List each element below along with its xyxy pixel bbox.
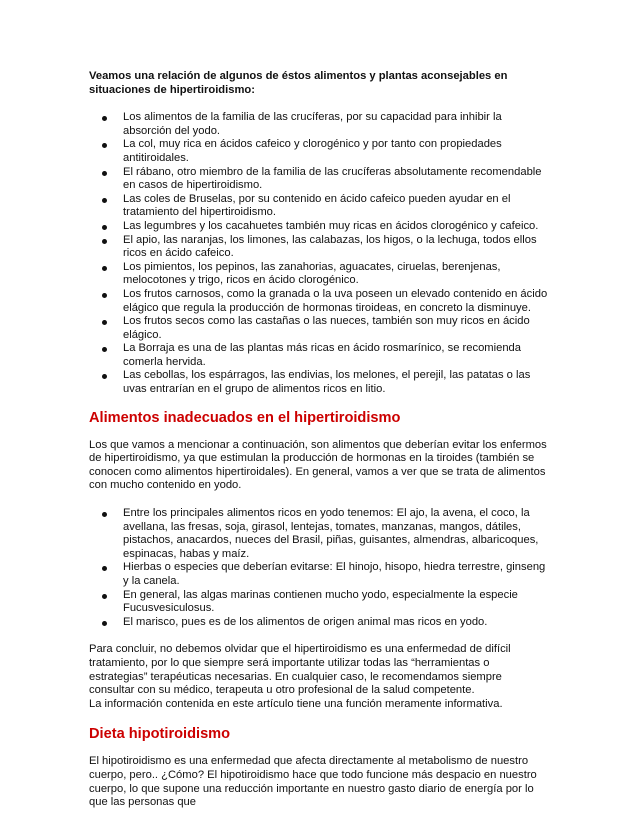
- bullet-icon: [102, 347, 107, 352]
- list-item-text: Los alimentos de la familia de las crucíferas, por su capacidad para inhibir la absorción del yodo.: [123, 111, 502, 137]
- bullet-icon: [102, 239, 107, 244]
- list-item-text: La col, muy rica en ácidos cafeico y clorogénico y por tanto con propiedades antitiroidales.: [123, 138, 502, 164]
- bullet-icon: [102, 225, 107, 230]
- list-item-text: El marisco, pues es de los alimentos de origen animal mas ricos en yodo.: [123, 615, 488, 628]
- intro-paragraph: Veamos una relación de algunos de éstos alimentos y plantas aconsejables en situaciones de hipertiroidismo:: [89, 70, 508, 96]
- list-item: [89, 138, 549, 165]
- list-item-text: Los pimientos, los pepinos, las zanahorias, aguacates, ciruelas, berenjenas, melocotones y trigo, ricos en ácido clorogénico.: [123, 260, 501, 287]
- list-item: [89, 589, 549, 616]
- bullet-icon: [102, 293, 107, 298]
- list-item: [89, 261, 549, 288]
- bullet-icon: [102, 374, 107, 379]
- list-item-text: El rábano, otro miembro de la familia de las crucíferas absolutamente recomendable en casos de hipertiroidismo.: [123, 165, 542, 192]
- list-item-text: Las coles de Bruselas, por su contenido en ácido cafeico pueden ayudar en el tratamiento del hipertiroidismo.: [123, 192, 511, 219]
- list-item: [89, 315, 549, 342]
- avoid-foods-list: [89, 507, 549, 629]
- list-item: [89, 616, 549, 630]
- list-item-text: En general, las algas marinas contienen mucho yodo, especialmente la especie Fucusvesiculosus.: [123, 588, 518, 615]
- bullet-icon: [102, 171, 107, 176]
- bullet-icon: [102, 116, 107, 121]
- paragraph-hipotiroidismo: El hipotiroidismo es una enfermedad que afecta directamente al metabolismo de nuestro cuerpo, pero.. ¿Cómo? El hipotiroidismo hace que todo funcione más despacio en nuestro cuerpo, lo que supone una reducción importante en nuestro gasto diario de energía por lo que las personas que: [89, 755, 537, 809]
- recommended-foods-list: [89, 111, 549, 396]
- list-item: [89, 166, 549, 193]
- bullet-icon: [102, 198, 107, 203]
- bullet-icon: [102, 512, 107, 517]
- bullet-icon: [102, 594, 107, 599]
- list-item: [89, 220, 549, 234]
- document-page: [89, 70, 549, 810]
- section-heading-hipotiroidismo: Dieta hipotiroidismo: [89, 726, 231, 743]
- bullet-icon: [102, 320, 107, 325]
- section-heading-inadecuados: Alimentos inadecuados en el hipertiroidismo: [89, 409, 401, 426]
- bullet-icon: [102, 266, 107, 271]
- list-item-text: Los frutos carnosos, como la granada o la uva poseen un elevado contenido en ácido elágico que regula la producción de hormonas tiroideas, en concreto la disminuye.: [123, 287, 548, 314]
- list-item: [89, 369, 549, 396]
- list-item-text: Entre los principales alimentos ricos en yodo tenemos: El ajo, la avena, el coco, la avellana, las fresas, soja, girasol, lentejas, tomates, manzanas, mangos, dátiles, pistachos, anacardos, nueces del Brasil, piñas, guisantes, almendras, albaricoques, espinacas, habas y maíz.: [123, 507, 539, 560]
- list-item-text: Las cebollas, los espárragos, las endivias, los melones, el perejil, las patatas o las uvas entrarían en el grupo de alimentos ricos en litio.: [123, 369, 531, 396]
- conclusion-block: [89, 643, 549, 711]
- list-item: [89, 234, 549, 261]
- bullet-icon: [102, 621, 107, 626]
- list-item: [89, 342, 549, 369]
- list-item: [89, 193, 549, 220]
- bullet-icon: [102, 566, 107, 571]
- list-item: [89, 111, 549, 138]
- conclusion-paragraph: Para concluir, no debemos olvidar que el hipertiroidismo es una enfermedad de difícil tratamiento, por lo que siempre será importante utilizar todas las “herramientas o estrategias” terapéuticas necesarias. En cualquier caso, le recomendamos siempre consultar con su médico, terapeuta u otro profesional de la salud competente.: [89, 643, 511, 697]
- list-item: [89, 288, 549, 315]
- list-item: [89, 561, 549, 588]
- list-item-text: Los frutos secos como las castañas o las nueces, también son muy ricos en ácido elágico.: [123, 315, 530, 341]
- disclaimer-paragraph: La información contenida en este artículo tiene una función meramente informativa.: [89, 697, 503, 710]
- list-item-text: Las legumbres y los cacahuetes también muy ricas en ácidos clorogénico y cafeico.: [123, 219, 539, 232]
- bullet-icon: [102, 143, 107, 148]
- list-item-text: La Borraja es una de las plantas más ricas en ácido rosmarínico, se recomienda comerla hervida.: [123, 342, 521, 368]
- list-item-text: El apio, las naranjas, los limones, las calabazas, los higos, o la lechuga, todos ellos ricos en ácido cafeico.: [123, 233, 537, 260]
- list-item-text: Hierbas o especies que deberían evitarse: El hinojo, hisopo, hiedra terrestre, ginseng y la canela.: [123, 561, 546, 587]
- list-item: [89, 507, 549, 561]
- paragraph-avoid-foods: Los que vamos a mencionar a continuación, son alimentos que deberían evitar los enfermos de hipertiroidismo, ya que estimulan la producción de hormonas en la tiroides (también se conocen como alimentos hipertiroidales). En general, vamos a ver que se trata de alimentos con mucho contenido en yodo.: [89, 438, 547, 492]
